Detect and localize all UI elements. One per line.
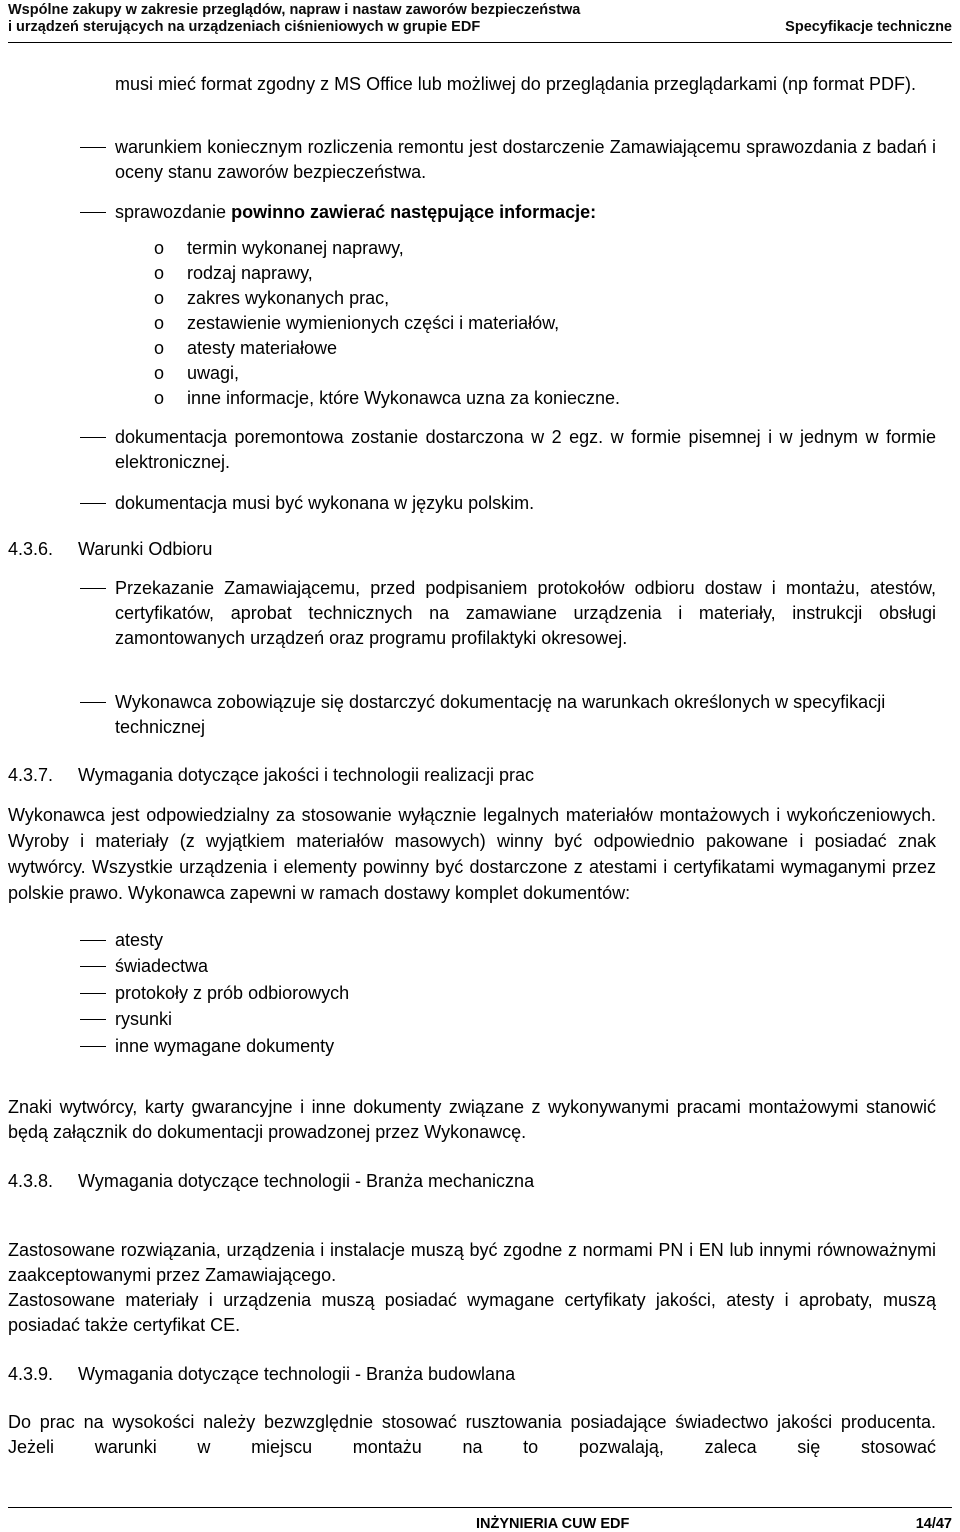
list-item: zestawienie wymienionych części i materiałów,	[187, 313, 560, 333]
list-item: rysunki	[115, 1009, 173, 1029]
list-item: zakres wykonanych prac,	[187, 288, 390, 308]
page-header	[8, 0, 952, 43]
header-title-line2: i urządzeń sterujących na urządzeniach ciśnieniowych w grupie EDF	[8, 19, 481, 35]
list-item: inne informacje, które Wykonawca uzna za konieczne.	[187, 388, 621, 408]
section-number: 4.3.8.	[8, 1171, 54, 1191]
bullet-report-intro	[115, 200, 596, 225]
circle-bullet-icon: o	[154, 238, 165, 258]
dash-bullet-icon	[80, 993, 106, 994]
dash-bullet-icon	[80, 503, 106, 504]
page-number: 14/47	[915, 1516, 952, 1532]
bullet-handover: Przekazanie Zamawiającemu, przed podpisaniem protokołów odbioru dostaw i montażu, atestów, certyfikatów, aprobat technicznych na zamawiane urządzenia i materiały, instrukcji obsługi zamontowanych urządzeń oraz programu profilaktyki okresowej.	[115, 578, 936, 648]
dash-bullet-icon	[80, 940, 106, 941]
header-title-line1: Wspólne zakupy w zakresie przeglądów, napraw i nastaw zaworów bezpieczeństwa	[8, 2, 581, 18]
dash-bullet-icon	[80, 966, 106, 967]
dash-bullet-icon	[80, 1046, 106, 1047]
section-heading-437	[8, 763, 534, 788]
bullet-contractor: Wykonawca zobowiązuje się dostarczyć dokumentację na warunkach określonych w specyfikacji technicznej	[115, 692, 886, 737]
dash-bullet-icon	[80, 702, 106, 703]
list-item: uwagi,	[187, 363, 240, 383]
list-item: protokoły z prób odbiorowych	[115, 983, 350, 1003]
bullet-report-intro-plain: sprawozdanie	[115, 202, 232, 222]
footer-company: INŻYNIERIA CUW EDF	[476, 1516, 630, 1532]
bullet-docs-language: dokumentacja musi być wykonana w języku polskim.	[115, 493, 535, 513]
section-heading-438	[8, 1169, 534, 1194]
section-number: 4.3.6.	[8, 539, 54, 559]
circle-bullet-icon: o	[154, 313, 165, 333]
dash-bullet-icon	[80, 588, 106, 589]
section-title: Wymagania dotyczące technologii - Branża budowlana	[78, 1364, 516, 1384]
circle-bullet-icon: o	[154, 338, 165, 358]
dash-bullet-icon	[80, 437, 106, 438]
list-item: rodzaj naprawy,	[187, 263, 313, 283]
list-item: termin wykonanej naprawy,	[187, 238, 404, 258]
bullet-docs-copies: dokumentacja poremontowa zostanie dostarczona w 2 egz. w formie pisemnej i w jednym w formie elektronicznej.	[115, 427, 936, 472]
list-item: świadectwa	[115, 956, 209, 976]
paragraph-438a: Zastosowane rozwiązania, urządzenia i instalacje muszą być zgodne z normami PN i EN lub innymi równoważnymi zaakceptowanymi przez Zamawiającego.	[8, 1240, 936, 1285]
dash-bullet-icon	[80, 1019, 106, 1020]
dash-bullet-icon	[80, 147, 106, 148]
circle-bullet-icon: o	[154, 388, 165, 408]
page-footer	[8, 1507, 952, 1532]
bullet-settlement: warunkiem koniecznym rozliczenia remontu jest dostarczenie Zamawiającemu sprawozdania z badań i oceny stanu zaworów bezpieczeństwa.	[115, 137, 936, 182]
circle-bullet-icon: o	[154, 288, 165, 308]
paragraph-438b: Zastosowane materiały i urządzenia muszą posiadać wymagane certyfikaty jakości, atesty i aprobaty, muszą posiadać także certyfikat CE.	[8, 1290, 936, 1335]
paragraph-439: Do prac na wysokości należy bezwzględnie stosować rusztowania posiadające świadectwo jakości producenta. Jeżeli warunki w miejscu montażu na to pozwalają, zaleca się stosować	[8, 1412, 936, 1457]
continuation-paragraph: musi mieć format zgodny z MS Office lub możliwej do przeglądania przeglądarkami (np format PDF).	[115, 74, 916, 94]
dash-bullet-icon	[80, 212, 106, 213]
list-item: inne wymagane dokumenty	[115, 1036, 335, 1056]
header-section-name: Specyfikacje techniczne	[785, 19, 952, 35]
circle-bullet-icon: o	[154, 363, 165, 383]
bullet-report-intro-bold: powinno zawierać następujące informacje:	[231, 202, 597, 222]
section-number: 4.3.7.	[8, 765, 54, 785]
paragraph-437: Wykonawca jest odpowiedzialny za stosowanie wyłącznie legalnych materiałów montażowych i wykończeniowych. Wyroby i materiały (z wyjątkiem materiałów masowych) winny być odpowiednio pakowane i posiadać znak wytwórcy. Wszystkie urządzenia i elementy powinny być dostarczone z atestami i certyfikatami wymaganymi przez polskie prawo. Wykonawca zapewni w ramach dostawy komplet dokumentów:	[8, 805, 936, 903]
section-number: 4.3.9.	[8, 1364, 54, 1384]
section-title: Warunki Odbioru	[78, 539, 213, 559]
circle-bullet-icon: o	[154, 263, 165, 283]
section-title: Wymagania dotyczące jakości i technologii realizacji prac	[78, 765, 535, 785]
list-item: atesty materiałowe	[187, 338, 338, 358]
list-item: atesty	[115, 930, 164, 950]
section-heading-439	[8, 1362, 515, 1387]
section-heading-436	[8, 537, 212, 562]
paragraph-marks: Znaki wytwórcy, karty gwarancyjne i inne dokumenty związane z wykonywanymi pracami montażowymi stanowić będą załącznik do dokumentacji prowadzonej przez Wykonawcę.	[8, 1097, 936, 1142]
section-title: Wymagania dotyczące technologii - Branża mechaniczna	[78, 1171, 535, 1191]
